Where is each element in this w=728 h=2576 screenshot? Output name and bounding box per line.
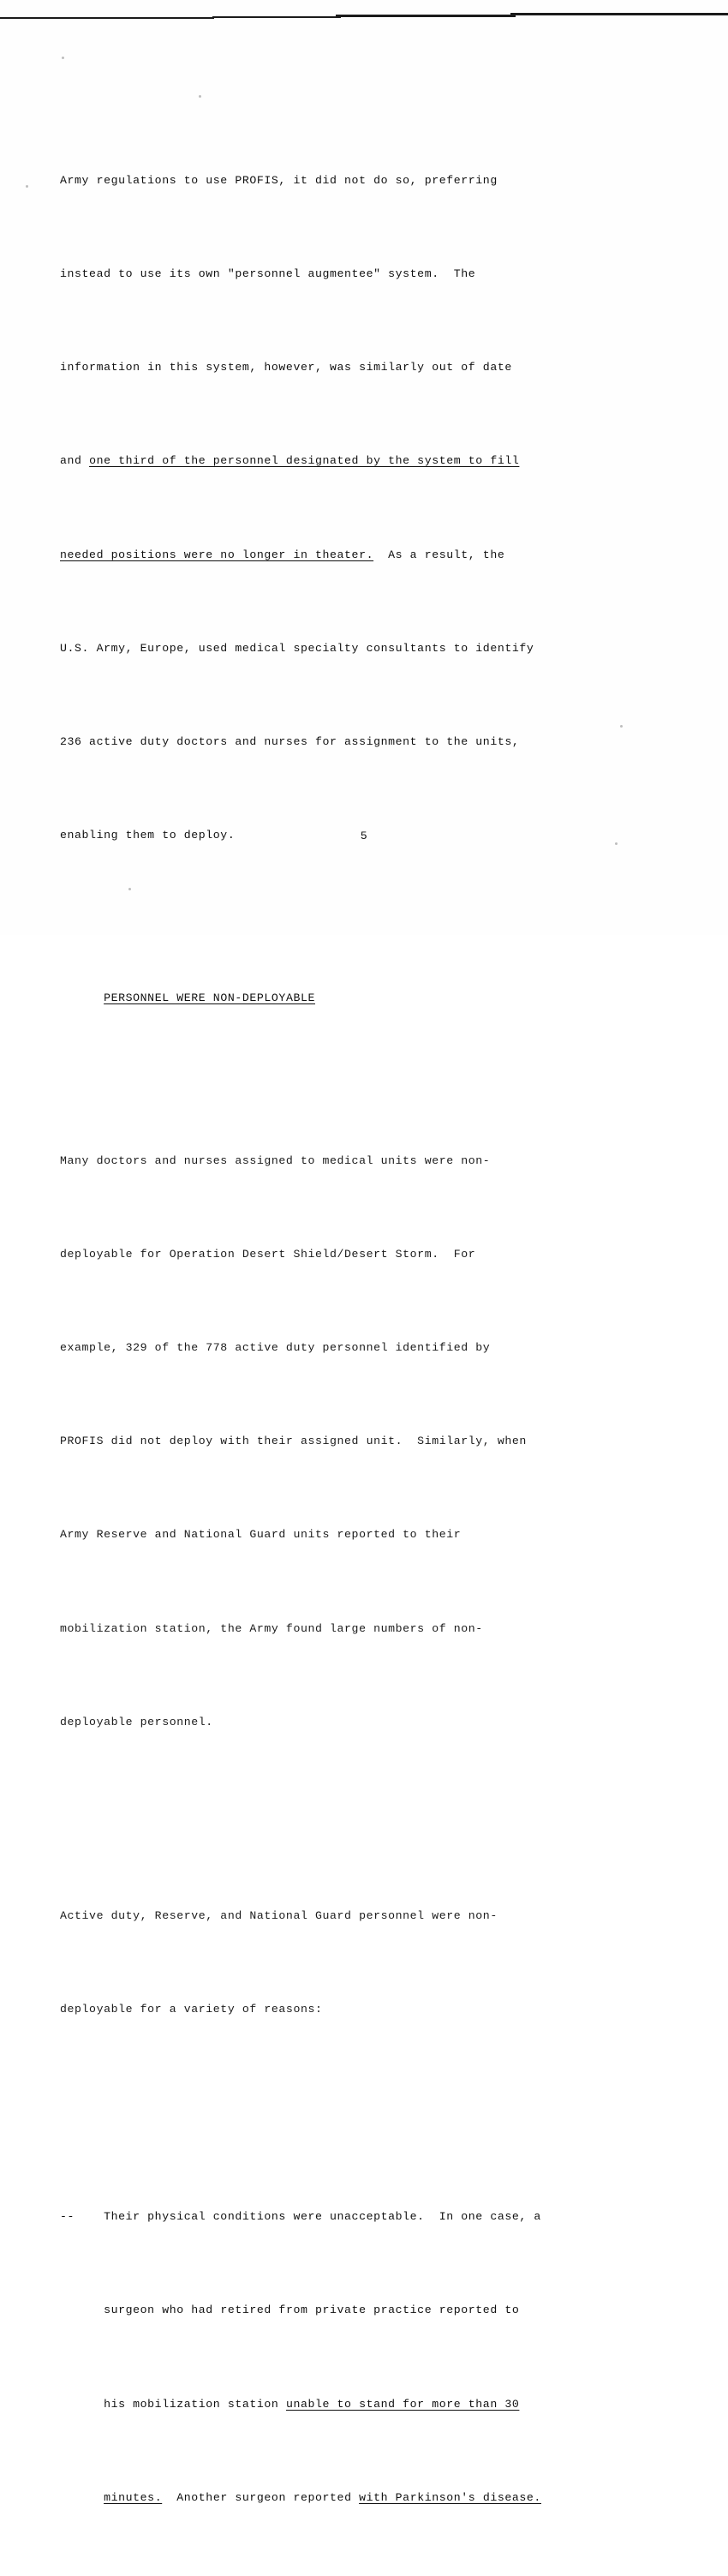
underlined-fragment: unable to stand for more than 30 [285, 2397, 520, 2411]
scan-speck [62, 57, 64, 59]
text-line: deployable for Operation Desert Shield/Desert Storm. For [60, 1247, 476, 1261]
text-line-partially-underlined [60, 540, 625, 571]
paragraph-variety-of-reasons [60, 1838, 625, 2088]
text-fragment: Their physical conditions were unacceptable. In one case, a [75, 2210, 541, 2224]
text-fragment: his mobilization station [60, 2397, 286, 2411]
paragraph-non-deployable-personnel [60, 1083, 625, 1800]
text-line: Army Reserve and National Guard units reported to their [60, 1528, 462, 1542]
text-line [60, 2295, 625, 2326]
text-line: mobilization station, the Army found large numbers of non- [60, 1621, 483, 1635]
text-line: information in this system, however, was similarly out of date [60, 361, 512, 374]
text-line: 236 active duty doctors and nurses for assignment to the units, [60, 735, 520, 749]
document-text-body [60, 103, 625, 2576]
text-line: example, 329 of the 778 active duty personnel identified by [60, 1341, 491, 1355]
underlined-fragment: needed positions were no longer in theater. [60, 548, 374, 561]
text-line: U.S. Army, Europe, used medical specialty consultants to identify [60, 641, 534, 655]
scan-speck [199, 95, 201, 98]
text-line: deployable for a variety of reasons: [60, 2003, 323, 2016]
section-spacer [60, 1068, 625, 1083]
text-line: Active duty, Reserve, and National Guard personnel were non- [60, 1908, 498, 1922]
page-number: 5 [360, 830, 368, 842]
underlined-fragment: with Parkinson's disease. [359, 2490, 541, 2504]
text-line: Many doctors and nurses assigned to medical units were non- [60, 1153, 491, 1167]
paragraph-profis-augmentee [60, 103, 625, 914]
bullet-item-physical-conditions [60, 2139, 625, 2576]
scan-artifact-top-streak [0, 12, 728, 20]
text-fragment: As a result, the [373, 548, 505, 561]
bullet-marker: -- [60, 2210, 75, 2224]
text-fragment: and [60, 454, 90, 468]
scan-speck [26, 185, 28, 188]
section-heading-text: PERSONNEL WERE NON-DEPLOYABLE [104, 991, 315, 1004]
underlined-fragment: minutes. [104, 2490, 163, 2504]
text-line: Army regulations to use PROFIS, it did not do so, preferring [60, 173, 498, 187]
section-spacer [60, 1823, 625, 1838]
text-line-partially-underlined [60, 2389, 625, 2420]
text-line: enabling them to deploy. [60, 829, 236, 842]
text-line: PROFIS did not deploy with their assigned unit. Similarly, when [60, 1435, 527, 1448]
text-line: instead to use its own "personnel augmentee" system. The [60, 267, 476, 281]
bullet-line-text: surgeon who had retired from private practice reported to [104, 2303, 520, 2317]
text-line: deployable personnel. [60, 1715, 213, 1728]
section-heading [60, 952, 625, 1045]
text-fragment [60, 2303, 104, 2316]
text-line-partially-underlined [60, 2483, 625, 2513]
section-spacer [60, 937, 625, 952]
underlined-fragment: one third of the personnel designated by the system to fill [89, 454, 520, 468]
text-fragment [60, 2491, 104, 2504]
text-line-bullet-first [60, 2202, 625, 2232]
text-fragment: Another surgeon reported [162, 2490, 360, 2504]
text-line-partially-underlined [60, 446, 625, 476]
section-spacer [60, 2110, 625, 2139]
